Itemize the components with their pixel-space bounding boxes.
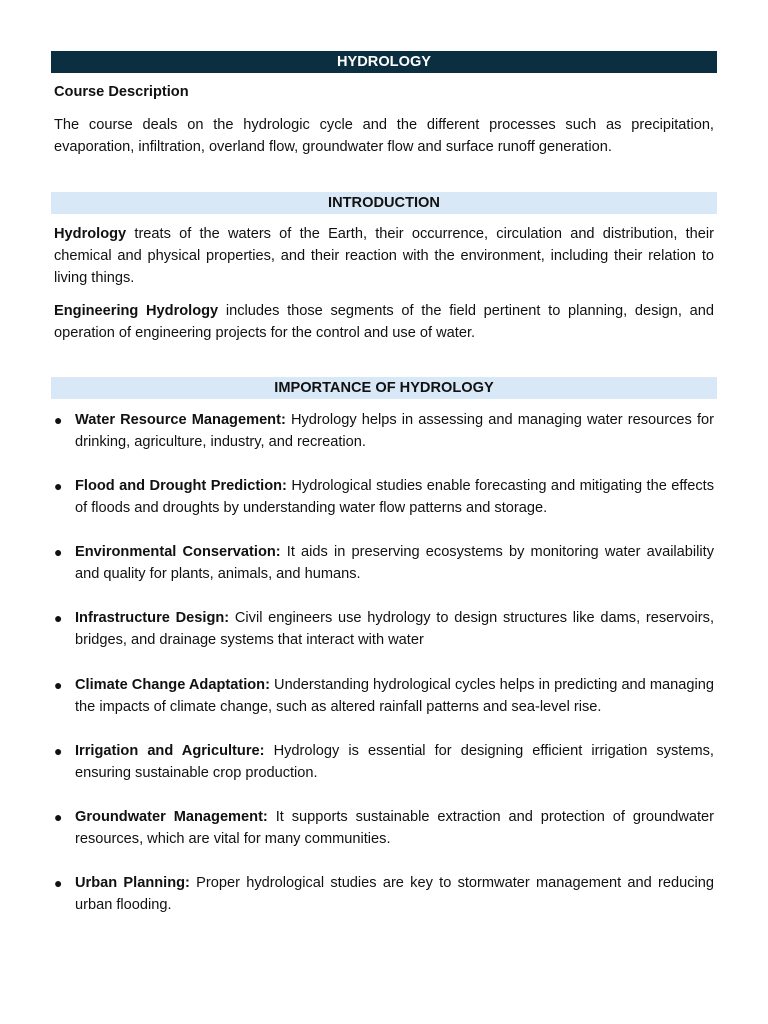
- list-item-term: Flood and Drought Prediction:: [75, 478, 287, 494]
- course-description-text: The course deals on the hydrologic cycle and the different processes such as precipitation, evaporation, infiltration, overland flow, groundwater flow and surface runoff generation.: [54, 117, 714, 155]
- importance-heading: IMPORTANCE OF HYDROLOGY: [51, 377, 717, 399]
- list-item-term: Urban Planning:: [75, 875, 190, 891]
- bullet-icon: ●: [54, 478, 63, 494]
- list-item-term: Groundwater Management:: [75, 809, 268, 825]
- term-engineering-hydrology: Engineering Hydrology: [54, 303, 219, 319]
- list-item-term: Irrigation and Agriculture:: [75, 743, 265, 759]
- list-item-text: It supports sustainable extraction and protection of groundwater resources, which are vital for many communities.: [75, 809, 715, 847]
- hydrology-definition: treats of the waters of the Earth, their occurrence, circulation and distribution, their chemical and physical properties, and their reaction with the environment, including their relation to living things.: [54, 226, 714, 286]
- list-item-text: Understanding hydrological cycles helps in predicting and managing the impacts of climate change, such as altered rainfall patterns and sea-level rise.: [75, 677, 714, 715]
- engineering-hydrology-definition: includes those segments of the field pertinent to planning, design, and operation of engineering projects for the control and use of water.: [54, 303, 714, 341]
- list-item-term: Water Resource Management:: [75, 412, 286, 428]
- list-item-text: Hydrology helps in assessing and managing water resources for drinking, agriculture, industry, and recreation.: [75, 412, 714, 450]
- course-description-heading: Course Description: [54, 84, 189, 100]
- term-hydrology: Hydrology: [54, 226, 127, 242]
- introduction-heading: INTRODUCTION: [51, 192, 717, 214]
- bullet-icon: ●: [54, 412, 63, 428]
- list-item-text: Hydrology is essential for designing efficient irrigation systems, ensuring sustainable crop production.: [75, 743, 714, 781]
- bullet-icon: ●: [54, 809, 63, 825]
- list-item-text: Civil engineers use hydrology to design structures like dams, reservoirs, bridges, and drainage systems that interact with water: [75, 610, 714, 648]
- introduction-paragraph-engineering-hydrology: [54, 301, 714, 345]
- list-item-text: Proper hydrological studies are key to stormwater management and reducing urban flooding.: [75, 875, 715, 913]
- list-item-term: Infrastructure Design:: [75, 610, 230, 626]
- bullet-icon: ●: [54, 743, 63, 759]
- bullet-icon: ●: [54, 875, 63, 891]
- list-item-term: Climate Change Adaptation:: [75, 677, 270, 693]
- list-item-term: Environmental Conservation:: [75, 544, 281, 560]
- introduction-paragraph-hydrology: [54, 224, 714, 289]
- list-item-text: It aids in preserving ecosystems by monitoring water availability and quality for plants, animals, and humans.: [75, 544, 714, 582]
- bullet-icon: ●: [54, 544, 63, 560]
- bullet-icon: ●: [54, 677, 63, 693]
- list-item-text: Hydrological studies enable forecasting and mitigating the effects of floods and droughts by understanding water flow patterns and storage.: [75, 478, 715, 516]
- document-title: HYDROLOGY: [51, 51, 717, 73]
- bullet-icon: ●: [54, 610, 63, 626]
